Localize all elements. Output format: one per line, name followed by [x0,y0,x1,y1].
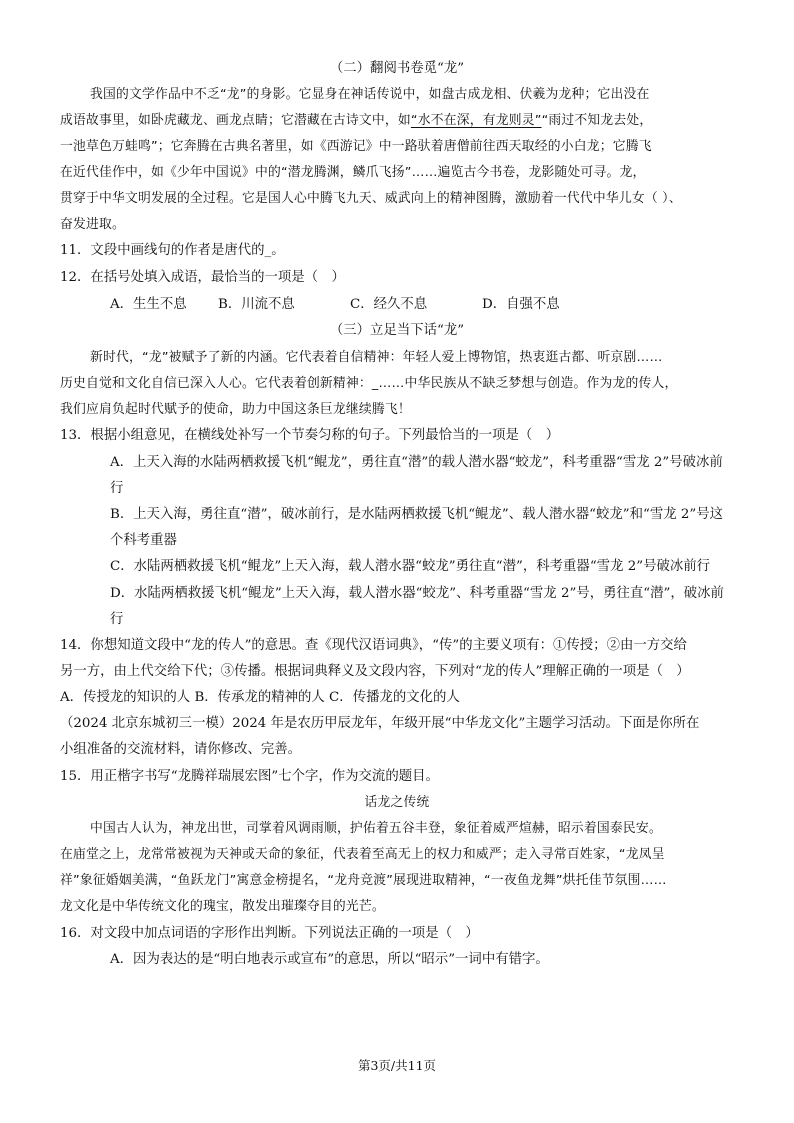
question-12-option-c: C．经久不息 [350,297,428,312]
section-3-paragraph-line: 历史自觉和文化自信已深入人心。它代表着创新精神：_……中华民族从不缺乏梦想与创造。作为龙的传人， [60,376,678,391]
question-14-line: 14．你想知道文段中“龙的传人”的意思。查《现代汉语词典》，“传”的主要义项有：①传授；②由一方交给 [60,638,687,653]
text-segment: 成语故事里，如卧虎藏龙、画龙点睛；它潜藏在古诗文中，如 [60,113,411,128]
question-12-option-a: A．生生不息 [110,297,187,312]
question-12-option-d: D．自强不息 [482,297,560,312]
question-11: 11．文段中画线句的作者是唐代的_。 [60,243,285,258]
section-2-paragraph-line: 我国的文学作品中不乏“龙”的身影。它显身在神话传说中，如盘古成龙相、伏羲为龙种；它出没在 [90,87,650,102]
question-13-stem: 13．根据小组意见，在横线处补写一个节奏匀称的句子。下列最恰当的一项是（ ） [60,428,560,443]
activity-intro-line: （2024 北京东城初三一模）2024 年是农历甲辰龙年，年级开展“中华龙文化”主题学习活动。下面是你所在 [60,716,700,731]
question-12-option-b: B．川流不息 [218,297,295,312]
question-12-stem: 12．在括号处填入成语，最恰当的一项是（ ） [60,270,345,285]
question-13-option-a: A．上天入海的水陆两栖救援飞机“鲲龙”，勇往直“潜”的载人潜水器“蛟龙”，科考重器“雪龙 2”号破冰前 [110,455,723,470]
question-15: 15．用正楷字书写“龙腾祥瑞展宏图”七个字，作为交流的题目。 [60,769,439,784]
question-13-option-d: D．水陆两栖救援飞机“鲲龙”上天入海，载人潜水器“蛟龙”、科考重器“雪龙 2”号，勇往直“潜”，破冰前 [110,586,724,601]
question-13-option-b-cont: 个科考重器 [110,533,177,548]
question-16-option-a: A．因为表达的是“明白地表示或宣布”的意思，所以“昭示”一词中有错字。 [110,952,549,967]
activity-intro-line: 小组准备的交流材料，请你修改、完善。 [60,742,302,757]
passage-title: 话龙之传统 [364,795,430,810]
question-13-option-d-cont: 行 [110,612,124,627]
section-2-paragraph-line: 在近代佳作中，如《少年中国说》中的“潜龙腾渊，鳞爪飞扬”……遍览古今书卷，龙影随处可寻。龙， [60,165,646,180]
question-13-option-b: B．上天入海，勇往直“潜”，破冰前行，是水陆两栖救援飞机“鲲龙”、载人潜水器“蛟龙”和“雪龙 2”号这 [110,507,724,522]
passage-paragraph-line: 祥”象征婚姻美满，“鱼跃龙门”寓意金榜提名，“龙舟竞渡”展现进取精神，“一夜鱼龙舞”烘托佳节氛围…… [60,873,667,888]
text-segment: “雨过不知龙去处， [541,113,653,128]
section-2-paragraph-line: 贯穿于中华文明发展的全过程。它是国人心中腾飞九天、威武向上的精神图腾，激励着一代代中华儿女（ ）、 [60,191,682,206]
passage-paragraph-line: 中国古人认为，神龙出世，司掌着风调雨顺，护佑着五谷丰登，象征着威严煊赫，昭示着国泰民安。 [90,821,662,836]
section-2-paragraph-line: 一池草色万蛙鸣”；它奔腾在古典名著里，如《西游记》中一路驮着唐僧前往西天取经的小白龙；它腾飞 [60,139,652,154]
question-13-option-c: C．水陆两栖救援飞机“鲲龙”上天入海，载人潜水器“蛟龙”勇往直“潜”，科考重器“雪龙 2”号破冰前行 [110,559,711,574]
section-2-paragraph-line: 奋发进取。 [60,217,125,232]
section-2-paragraph-line [60,112,652,130]
page-footer: 第3页/共11页 [357,1058,437,1073]
section-3-heading: （三）立足当下话“龙” [329,323,465,338]
section-3-paragraph-line: 我们应肩负起时代赋予的使命，助力中国这条巨龙继续腾飞！ [60,402,411,417]
question-16-stem: 16．对文段中加点词语的字形作出判断。下列说法正确的一项是（ ） [60,926,479,941]
passage-paragraph-line: 在庙堂之上，龙常常被视为天神或天命的象征，代表着至高无上的权力和威严；走入寻常百姓家，“龙凤呈 [60,847,665,862]
section-2-heading: （二）翻阅书卷觅“龙” [329,61,465,76]
underlined-quote: “水不在深，有龙则灵” [410,113,542,128]
section-3-paragraph-line: 新时代，“龙”被赋予了新的内涵。它代表着自信精神：年轻人爱上博物馆，热衷逛古都、听京剧…… [90,350,663,365]
question-13-option-a-cont: 行 [110,481,124,496]
passage-paragraph-line: 龙文化是中华传统文化的瑰宝，散发出璀璨夺目的光芒。 [60,899,385,914]
question-14-options: A．传授龙的知识的人 B．传承龙的精神的人 C．传播龙的文化的人 [60,690,460,705]
question-14-line: 另一方，由上代交给下代；③传播。根据词典释义及文段内容，下列对“龙的传人”理解正确的一项是（ ） [60,664,690,679]
